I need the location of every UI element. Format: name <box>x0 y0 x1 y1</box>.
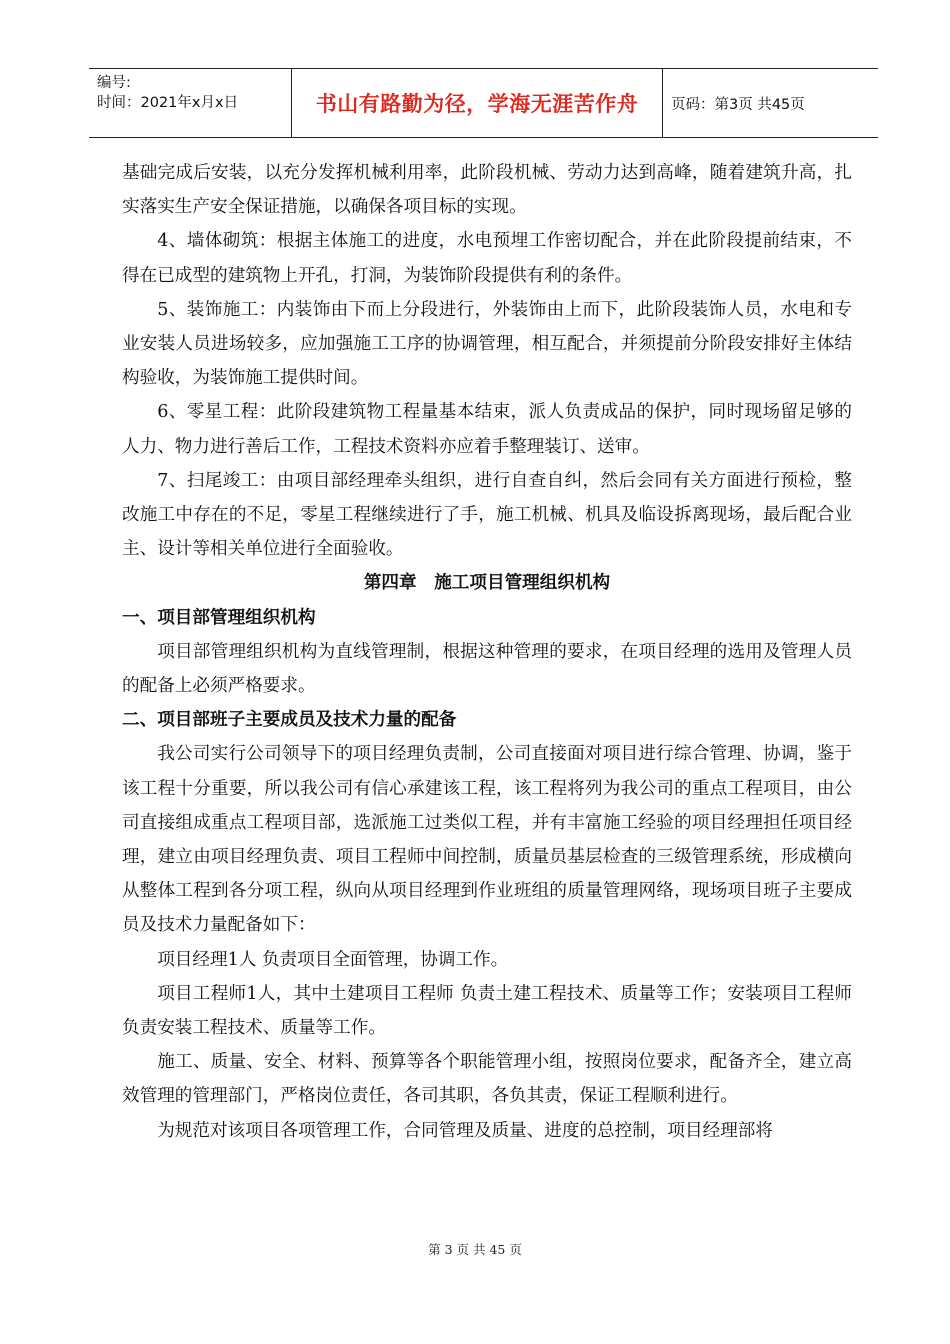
header-motto: 书山有路勤为径，学海无涯苦作舟 <box>291 69 663 137</box>
paragraph: 我公司实行公司领导下的项目经理负责制，公司直接面对项目进行综合管理、协调，鉴于该工程十分重要，所以我公司有信心承建该工程，该工程将列为我公司的重点工程项目，由公司直接组成重点工程项目部，选派施工过类似工程，并有丰富施工经验的项目经理担任项目经理，建立由项目经理负责、项目工程师中间控制，质量员基层检查的三级管理系统，形成横向从整体工程到各分项工程，纵向从项目经理到作业班组的质量管理网络，现场项目班子主要成员及技术力量配备如下： <box>122 744 852 936</box>
paragraph: 为规范对该项目各项管理工作，合同管理及质量、进度的总控制，项目经理部将 <box>157 1120 773 1141</box>
page-content <box>122 156 852 1148</box>
header-meta <box>89 69 291 137</box>
time-label: 时间：2021年x月x日 <box>97 95 239 111</box>
paragraph: 项目部管理组织机构为直线管理制，根据这种管理的要求，在项目经理的选用及管理人员的配备上必须严格要求。 <box>122 641 852 697</box>
section-heading: 一、项目部管理组织机构 <box>122 607 316 628</box>
paragraph: 4、墙体砌筑：根据主体施工的进度，水电预埋工作密切配合，并在此阶段提前结束，不得在已成型的建筑物上开孔，打洞，为装饰阶段提供有利的条件。 <box>122 231 852 286</box>
paragraph: 7、扫尾竣工：由项目部经理牵头组织，进行自查自纠，然后会同有关方面进行预检，整改施工中存在的不足，零星工程继续进行了手，施工机械、机具及临设拆离现场，最后配合业主、设计等相关单位进行全面验收。 <box>122 470 852 560</box>
paragraph: 项目经理1人 负责项目全面管理，协调工作。 <box>157 949 509 970</box>
paragraph: 基础完成后安装，以充分发挥机械利用率，此阶段机械、劳动力达到高峰，随着建筑升高，扎实落实生产安全保证措施，以确保各项目标的实现。 <box>122 163 852 218</box>
page-footer: 第 3 页 共 45 页 <box>428 1242 522 1257</box>
paragraph: 6、零星工程：此阶段建筑物工程量基本结束，派人负责成品的保护，同时现场留足够的人力、物力进行善后工作，工程技术资料亦应着手整理装订、送审。 <box>122 402 852 457</box>
chapter-title: 第四章 施工项目管理组织机构 <box>363 572 611 594</box>
paragraph: 施工、质量、安全、材料、预算等各个职能管理小组，按照岗位要求，配备齐全，建立高效管理的管理部门，严格岗位责任，各司其职，各负其责，保证工程顺利进行。 <box>122 1052 852 1107</box>
paragraph: 项目工程师1人，其中土建项目工程师 负责土建工程技术、质量等工作；安装项目工程师 负责安装工程技术、质量等工作。 <box>122 983 852 1039</box>
section-heading: 二、项目部班子主要成员及技术力量的配备 <box>122 710 457 731</box>
paragraph: 5、装饰施工：内装饰由下而上分段进行，外装饰由上而下，此阶段装饰人员，水电和专业安装人员进场较多，应加强施工工序的协调管理，相互配合，并须提前分阶段安排好主体结构验收，为装饰施工提供时间。 <box>122 299 852 389</box>
header-page-label: 页码：第3页 共45页 <box>671 96 805 113</box>
document-header <box>89 68 878 138</box>
number-label: 编号: <box>97 75 131 91</box>
